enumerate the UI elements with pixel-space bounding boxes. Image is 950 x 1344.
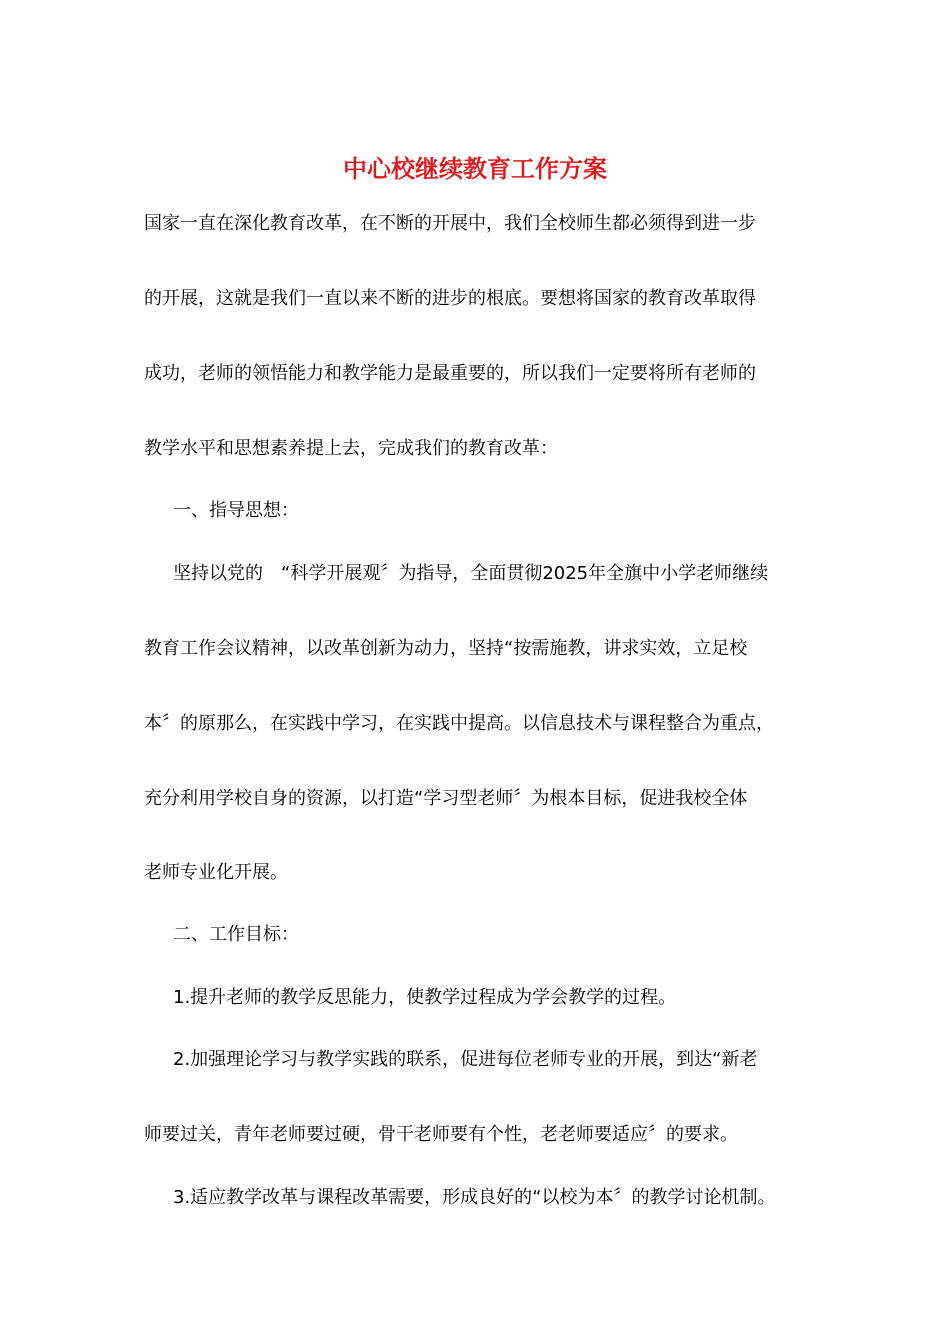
paragraph-line: 坚持以党的 “科学开展观〞为指导，全面贯彻2025年全旗中小学老师继续 [173, 563, 769, 584]
list-item: 2.加强理论学习与教学实践的联系，促进每位老师专业的开展，到达“新老 [173, 1049, 758, 1070]
paragraph-line: 国家一直在深化教育改革，在不断的开展中，我们全校师生都必须得到进一步 [144, 213, 756, 234]
paragraph-line: 的开展，这就是我们一直以来不断的进步的根底。要想将国家的教育改革取得 [144, 288, 756, 309]
section-heading: 二、工作目标： [173, 924, 299, 945]
paragraph-line: 充分利用学校自身的资源，以打造“学习型老师〞为根本目标，促进我校全体 [144, 788, 748, 809]
document-title: 中心校继续教育工作方案 [343, 154, 607, 183]
paragraph-line: 教学水平和思想素养提上去，完成我们的教育改革： [144, 438, 558, 459]
paragraph-line: 老师专业化开展。 [144, 862, 288, 883]
paragraph-line: 成功，老师的领悟能力和教学能力是最重要的，所以我们一定要将所有老师的 [144, 363, 756, 384]
paragraph-line: 本〞的原那么，在实践中学习，在实践中提高。以信息技术与课程整合为重点， [144, 713, 774, 734]
paragraph-line: 师要过关，青年老师要过硬，骨干老师要有个性，老老师要适应〞的要求。 [144, 1124, 738, 1145]
list-item: 3.适应教学改革与课程改革需要，形成良好的“以校为本〞的教学讨论机制。 [173, 1187, 776, 1208]
list-item: 1.提升老师的教学反思能力，使教学过程成为学会教学的过程。 [173, 987, 677, 1008]
paragraph-line: 教育工作会议精神，以改革创新为动力，坚持“按需施教，讲求实效，立足校 [144, 638, 748, 659]
section-heading: 一、指导思想： [173, 500, 299, 521]
